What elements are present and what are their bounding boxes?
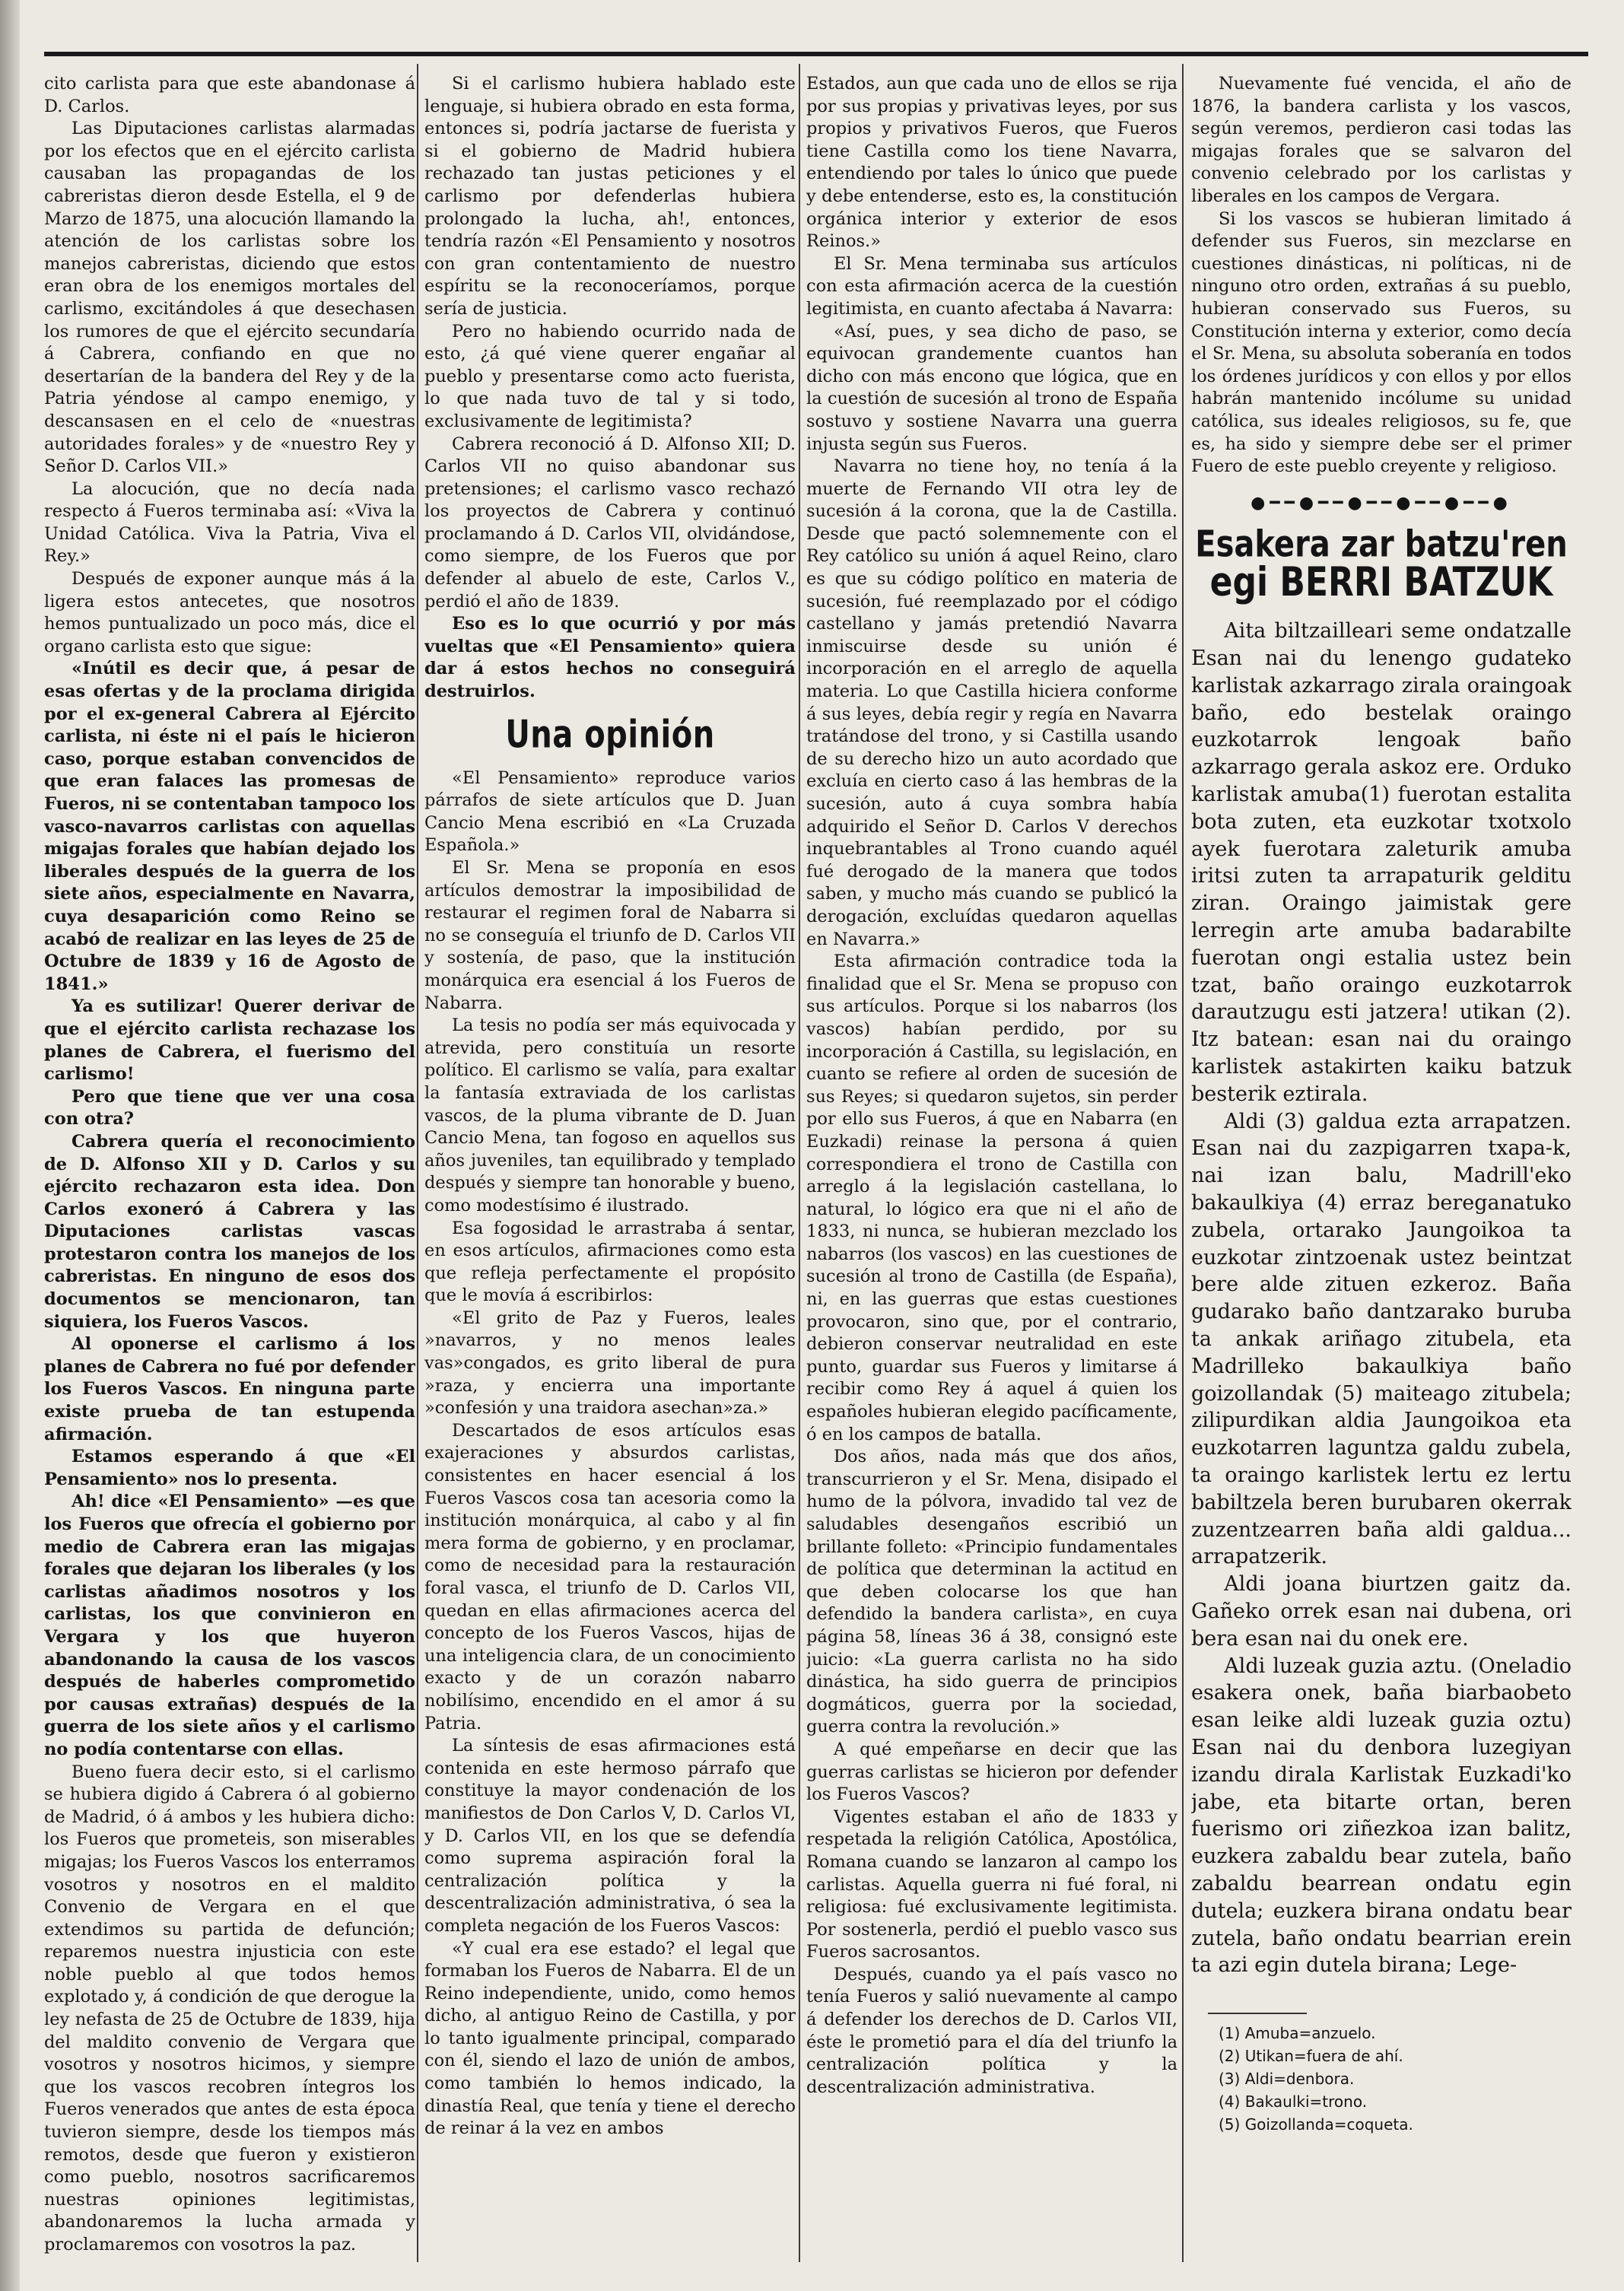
column-3 <box>806 73 1177 2264</box>
article-paragraph: «Y cual era ese estado? el legal que formaban los Fueros de Nabarra. El de un Reino independiente, unido, como hemos dicho, al antiguo Reino de Castilla, y por lo tanto igualmente principal, comparado con él, siendo el lazo de unión de ambos, como también lo hemos indicado, la dinastía Real, que tenía y tiene el derecho de reinar á la vez en ambos <box>424 1938 796 2139</box>
article-paragraph: Descartados de esos artículos esas exajeraciones y absurdos carlistas, consistentes en hacer esencial á los Fueros Vascos cosa tan acesoria como la institución monárquica, al cabo y al fin mera forma de gobierno, y en proclamar, como de necesidad para la restauración foral vasca, el triunfo de D. Carlos VII, quedan en ellas afirmaciones acerca del concepto de los Fueros Vascos, hijas de una inteligencia clara, de un conocimiento exacto y de un corazón nabarro nobilísimo, encendido en el amor á su Patria. <box>424 1420 796 1733</box>
column-rule-1 <box>417 64 418 2262</box>
article-paragraph: Si el carlismo hubiera hablado este lenguaje, si hubiera obrado en esta forma, entonces si, podría jactarse de fuerista y si el gobierno de Madrid hubiera rechazado tan justas peticiones y el carlismo por defenderlas hubiera prolongado la lucha, ah!, entonces, tendría razón «El Pensamiento y nosotros con gran contentamiento de nuestro espíritu se la reconoceríamos, porque sería de justicia. <box>424 74 796 319</box>
article-paragraph: Ya es sutilizar! Querer derivar de que el ejército carlista rechazase los planes de Cabrera, el fuerismo del carlismo! <box>44 996 415 1085</box>
article-paragraph: El Sr. Mena se proponía en esos artículos demostrar la imposibilidad de restaurar el regimen foral de Nabarra si no se conseguía el triunfo de D. Carlos VII y sostenía, de paso, que la institución monárquica era esencial á los Fueros de Nabarra. <box>424 858 796 1013</box>
article-paragraph: Ah! dice «El Pensamiento» —es que los Fueros que ofrecía el gobierno por medio de Cabrera eran las migajas forales que dejaran los liberales (y los carlistas añadimos nosotros y los carlistas, los que convinieron en Vergara y los que huyeron abandonando la causa de los vascos después de haberles comprometido por causas extrañas) después de la guerra de los siete años y el carlismo no podía contentarse con ellas. <box>44 1492 415 1759</box>
article-paragraph: Cabrera quería el reconocimiento de D. Alfonso XII y D. Carlos y su ejército rechazaron esta idea. Don Carlos exoneró á Cabrera y las Diputaciones carlistas vascas protestaron contra los manejos de los cabreristas. En ninguno de esos dos documentos se mencionaron, tan siquiera, los Fueros Vascos. <box>44 1131 415 1332</box>
article-paragraph: «Así, pues, y sea dicho de paso, se equivocan grandemente cuantos han dicho con más encono que lógica, que en la cuestión de sucesión al trono de España sostuvo y sostiene Navarra una guerra injusta según sus Fueros. <box>806 321 1177 454</box>
section-ornament: ●━━●━━●━━●━━●━━● <box>1251 493 1512 513</box>
article-paragraph: Aldi luzeak guzia aztu. (Oneladio esakera onek, baña biarbaobeto esan leike aldi luzeak guzia oztu) Esan nai du denbora luzegiyan izandu dirala Karlistak Euzkadi'ko jabe, eta bitarte ortan, beren fuerismo ori ziñezkoa izan balitz, euzkera zabaldu bear zutela, baño zabaldu bearrean ondatu egin dutela; euzkera birana ondatu bear zutela, baño ondatu bearrian erein ta azi egin dutela birana; Lege- <box>1191 1654 1572 1978</box>
basque-title-line-2: egi BERRI BATZUK <box>1209 559 1553 606</box>
article-paragraph: Estados, aun que cada uno de ellos se rija por sus propias y privativas leyes, por sus propios y privativos Fueros, que Fueros tiene Castilla como los tiene Navarra, entendiendo por tales lo único que puede y debe entenderse, esto es, la constitución orgánica interior y exterior de esos Reinos.» <box>806 74 1177 252</box>
basque-article <box>1191 618 1572 1979</box>
footnote: (2) Utikan=fuera de ahí. <box>1219 2047 1403 2066</box>
article-paragraph: «El grito de Paz y Fueros, leales »navarros, y no menos leales vas»congados, es grito liberal de pura »raza, y encierra una importante »confesión y una traidora asechan»za.» <box>424 1308 796 1419</box>
column-4 <box>1191 73 1572 2264</box>
article-paragraph: Si los vascos se hubieran limitado á defender sus Fueros, sin mezclarse en cuestiones dinásticas, ni políticas, ni de ninguno otro orden, extrañas á su pueblo, hubieran conservado sus Fueros, su Constitución interna y exterior, como decía el Sr. Mena, su absoluta soberanía en todos los órdenes jurídicos y con ellos y por ellos habrán mantenido incólume su unidad católica, sus ideales religiosos, su fe, que es, ha sido y siempre debe ser el primer Fuero de este pueblo creyente y religioso. <box>1191 208 1572 477</box>
article-paragraph: Navarra no tiene hoy, no tenía á la muerte de Fernando VII otra ley de sucesión á la corona, que la de Castilla. Desde que pactó solemnemente con el Rey católico su unión á aquel Reino, claro es que su código político en materia de sucesión, fué reemplazado por el código castellano y jamás pretendió Navarra inmiscuirse desde su unión é incorporación en el arreglo de aquella materia. Lo que Castilla hiciera conforme á sus leyes, debía regir y regía en Navarra tratándose del trono, y si Castilla usando de su derecho hizo un auto acordado que excluía en cierto caso á las hembras de la sucesión, auto á cuya sombra había adquirido el Señor D. Carlos V derechos inquebrantables al Trono cuando aquél fué derogado de la manera que todos saben, y mucho más cuando se publicó la derogación, excluídas quedaron aquellas en Navarra.» <box>806 456 1177 949</box>
column-rule-3 <box>1182 64 1184 2262</box>
article-paragraph: Esta afirmación contradice toda la finalidad que el Sr. Mena se propuso con sus artículos. Porque si los nabarros (los vascos) habían perdido, por su incorporación á Castilla, su legislación, en cuanto se refiere al orden de sucesión de sus Reyes; si quedaron sujetos, sin perder por ello sus Fueros, á que en Nabarra (en Euzkadi) reinase la persona á quien correspondiera el trono de Castilla con arreglo á la legislación castellana, lo natural, lo lógico era que ni el año de 1833, ni nunca, se hubieran mezclado los nabarros (los vascos) en las cuestiones de sucesión al trono de Castilla (de España), ni, en las guerras que estas cuestiones provocaron, sino que, por el contrario, debieron conservar neutralidad en este punto, guardar sus Fueros y limitarse á recibir como Rey á aquel á quien los españoles hubieran elegido pacíficamente, ó en los campos de batalla. <box>806 952 1177 1444</box>
footnote: (3) Aldi=denbora. <box>1219 2070 1355 2089</box>
article-paragraph: Pero que tiene que ver una cosa con otra? <box>44 1086 415 1130</box>
article-paragraph: «El Pensamiento» reproduce varios párrafos de siete artículos que D. Juan Cancio Mena escribió en «La Cruzada Española.» <box>424 767 796 856</box>
article-title: Una opinión <box>505 712 715 757</box>
article-paragraph: cito carlista para que este abandonase á D. Carlos. <box>44 74 415 116</box>
basque-title-line-1: Esakera zar batzu'ren <box>1195 523 1568 566</box>
article-paragraph: Bueno fuera decir esto, si el carlismo se hubiera digido á Cabrera ó al gobierno de Madrid, ó á ambos y les hubiera dicho: los Fueros que prometeis, son miserables migajas; los Fueros Vascos los enterramos vosotros y nosotros en el maldito Convenio de Vergara en el que extendimos su partida de defunción; reparemos nuestra injusticia con este noble pueblo al que todos hemos explotado y, á condición de que derogue la ley nefasta de 25 de Octubre de 1839, hija del maldito convenio de Vergara que vosotros y nosotros hicimos, y siempre que los vascos recobren íntegros los Fueros venerados que antes de esta época tuvieron siempre, desde los tiempos más remotos, desde que fueron y existieron como pueblo, nosotros sacrificaremos nuestras opiniones legitimistas, abandonaremos la lucha armada y proclamaremos con vosotros la paz. <box>44 1762 415 2254</box>
column-2 <box>424 73 796 2264</box>
article-paragraph: A qué empeñarse en decir que las guerras carlistas se hicieron por defender los Fueros Vascos? <box>806 1739 1177 1805</box>
top-rule <box>44 52 1588 56</box>
column-1 <box>44 73 415 2264</box>
basque-section-title <box>1191 523 1572 606</box>
footnotes-rule <box>1208 2013 1307 2014</box>
footnote: (1) Amuba=anzuelo. <box>1219 2024 1376 2043</box>
article-paragraph: La síntesis de esas afirmaciones está contenida en este hermoso párrafo que constituye la mayor condenación de los manifiestos de Don Carlos V, D. Carlos VI, y D. Carlos VII, en los que se defendía como suprema aspiración foral la centralización política y la descentralización administrativa, ó sea la completa negación de los Fueros Vascos: <box>424 1736 796 1936</box>
article-paragraph: Aldi (3) galdua ezta arrapatzen. Esan nai du zazpigarren txapa-k, nai izan balu, Madrill'eko bakaulkiya (4) erraz bereganatuko zubela, ortarako Jaungoikoa ta euzkotar zintzoenak ustez beintzat bere alde zituen ezkeroz. Baña gudarako baño dantzarako buruba ta ankak ariñago zitubela, eta Madrilleko bakaulkiya baño goizollandak (5) maiteago zitubela; zilipurdikan aldia Jaungoikoa eta euzkotarren laguntza galdu zubela, ta oraingo karlistek lertu ez lertu babiltzela beren burubaren okerrak zuzentzearren baña aldi galdua... arrapatzerik. <box>1191 1109 1572 1569</box>
article-paragraph: La alocución, que no decía nada respecto á Fueros terminaba así: «Viva la Unidad Católica. Viva la Patria, Viva el Rey.» <box>44 478 415 567</box>
article-paragraph: Aldi joana biurtzen gaitz da. Gañeko orrek esan nai dubena, ori bera esan nai du onek ere. <box>1191 1572 1572 1651</box>
article-paragraph: Al oponerse el carlismo á los planes de Cabrera no fué por defender los Fueros Vascos. En ninguna parte existe prueba de tan estupenda afirmación. <box>44 1334 415 1444</box>
article-paragraph: Después, cuando ya el país vasco no tenía Fueros y salió nuevamente al campo á defender los derechos de D. Carlos VII, éste le prometió para el día del triunfo la centralización política y la descentralización administrativa. <box>806 1964 1177 2097</box>
column-rule-2 <box>799 64 800 2262</box>
article-paragraph: Después de exponer aunque más á la ligera estos antecetes, que nosotros hemos puntualizado un poco más, dice el organo carlista esto que sigue: <box>44 569 415 656</box>
article-paragraph: Dos años, nada más que dos años, transcurrieron y el Sr. Mena, disipado el humo de la pólvora, invadido tal vez de saludables desengaños escribió un brillante folleto: «Principio fundamentales de política que determinan la actitud en que deben colocarse los que han defendido la bandera carlista», en cuya página 58, líneas 36 á 38, consignó este juicio: «La guerra carlista no ha sido dinástica, ha sido guerra de principios dogmáticos, guerra por la sociedad, guerra contra la revolución.» <box>806 1447 1177 1737</box>
column-4-intro <box>1191 73 1572 478</box>
article-paragraph: Aita biltzailleari seme ondatzalle Esan nai du lenengo gudateko karlistak azkarrago zirala oraingoak baño, edo bestelak oraingo euzkotarrok lengoak baño azkarrago gerala askoz ere. Orduko karlistak amuba(1) fuerotan estalita bota zuten, eta euzkotar txotxolo ayek fuerotara zaleturik amuba iritsi zuten ta arrapaturik gelditu ziran. Oraingo jaimistak gere lerregin arte amuba badarabilte fuerotan ongi estalia ustez bein tzat, baño oraingo euzkotarrok darautzugu esti jatzera! utikan (2). Itz batean: esan nai du oraingo karlistek astakirten kaiku batzuk besterik eztirala. <box>1191 619 1572 1106</box>
article-paragraph: Estamos esperando á que «El Pensamiento» nos lo presenta. <box>44 1447 415 1489</box>
article-paragraph: Vigentes estaban el año de 1833 y respetada la religión Católica, Apostólica, Romana cuando se lanzaron al campo los carlistas. Aquella guerra ni fué foral, ni religiosa: fué exclusivamente legitimista. Por sostenerla, perdió el pueblo vasco sus Fueros sacrosantos. <box>806 1806 1177 1962</box>
footnote: (4) Bakaulki=trono. <box>1219 2092 1368 2111</box>
page-binding-edge <box>0 0 20 2291</box>
article-paragraph: «Inútil es decir que, á pesar de esas ofertas y de la proclama dirigida por el ex-general Cabrera al Ejército carlista, ni éste ni el país le hicieron caso, porque estaban convencidos de que eran falaces las promesas de Fueros, ni se contentaban tampoco los vasco-navarros carlistas con aquellas migajas forales que habían dejado los liberales después de la guerra de los siete años, especialmente en Navarra, cuya desaparición como Reino se acabó de realizar en las leyes de 25 de Octubre de 1839 y 16 de Agosto de 1841.» <box>44 659 415 994</box>
article-paragraph: El Sr. Mena terminaba sus artículos con esta afirmación acerca de la cuestión legitimista, en cuanto afectaba á Navarra: <box>806 253 1177 319</box>
article-paragraph: La tesis no podía ser más equivocada y atrevida, pero constituía un resorte político. El carlismo se valía, para exaltar la fantasía extraviada de los carlistas vascos, de la pluma vibrante de D. Juan Cancio Mena, tan fogoso en aquellos sus años juveniles, tan equilibrado y templado después y siempre tan honorable y bueno, como modestísimo é ilustrado. <box>424 1015 796 1215</box>
article-paragraph: Pero no habiendo ocurrido nada de esto, ¿á qué viene querer engañar al pueblo y presentarse como acto fuerista, lo que nada tuvo de tal y si todo, exclusivamente de legitimista? <box>424 321 796 431</box>
article-paragraph: Esa fogosidad le arrastraba á sentar, en esos artículos, afirmaciones como esta que refleja perfectamente el propósito que le movía á escribirlos: <box>424 1218 796 1306</box>
article-paragraph: Las Diputaciones carlistas alarmadas por los efectos que en el ejército carlista causaban las propagandas de los cabreristas dieron desde Estella, el 9 de Marzo de 1875, una alocución llamando la atención de los carlistas sobre los manejos cabreristas, diciendo que estos eran obra de los enemigos mortales del carlismo, excitándoles á que desechasen los rumores de que el ejército secundaría á Cabrera, confiando en que no desertarían de la bandera del Rey y de la Patria yéndose al campo enemigo, y descansasen en el celo de «nuestras autoridades forales» y de «nuestro Rey y Señor D. Carlos VII.» <box>44 119 415 477</box>
footnotes <box>1219 2022 1572 2136</box>
article-paragraph: Cabrera reconoció á D. Alfonso XII; D. Carlos VII no quiso abandonar sus pretensiones; el carlismo vasco rechazó los proyectos de Cabrera y continuó proclamando á D. Carlos VII, olvidándose, como siempre, de los Fueros que por defender al abuelo de este, Carlos V., perdió el año de 1839. <box>424 434 796 612</box>
article-paragraph: Nuevamente fué vencida, el año de 1876, la bandera carlista y los vascos, según veremos, perdieron casi todas las migajas forales que se salvaron del convenio celebrado por los carlistas y liberales en los campos de Vergara. <box>1191 74 1572 206</box>
article-paragraph: Eso es lo que ocurrió y por más vueltas que «El Pensamiento» quiera dar á estos hechos no conseguirá destruirlos. <box>424 614 796 702</box>
footnote: (5) Goizollanda=coqueta. <box>1219 2115 1413 2134</box>
